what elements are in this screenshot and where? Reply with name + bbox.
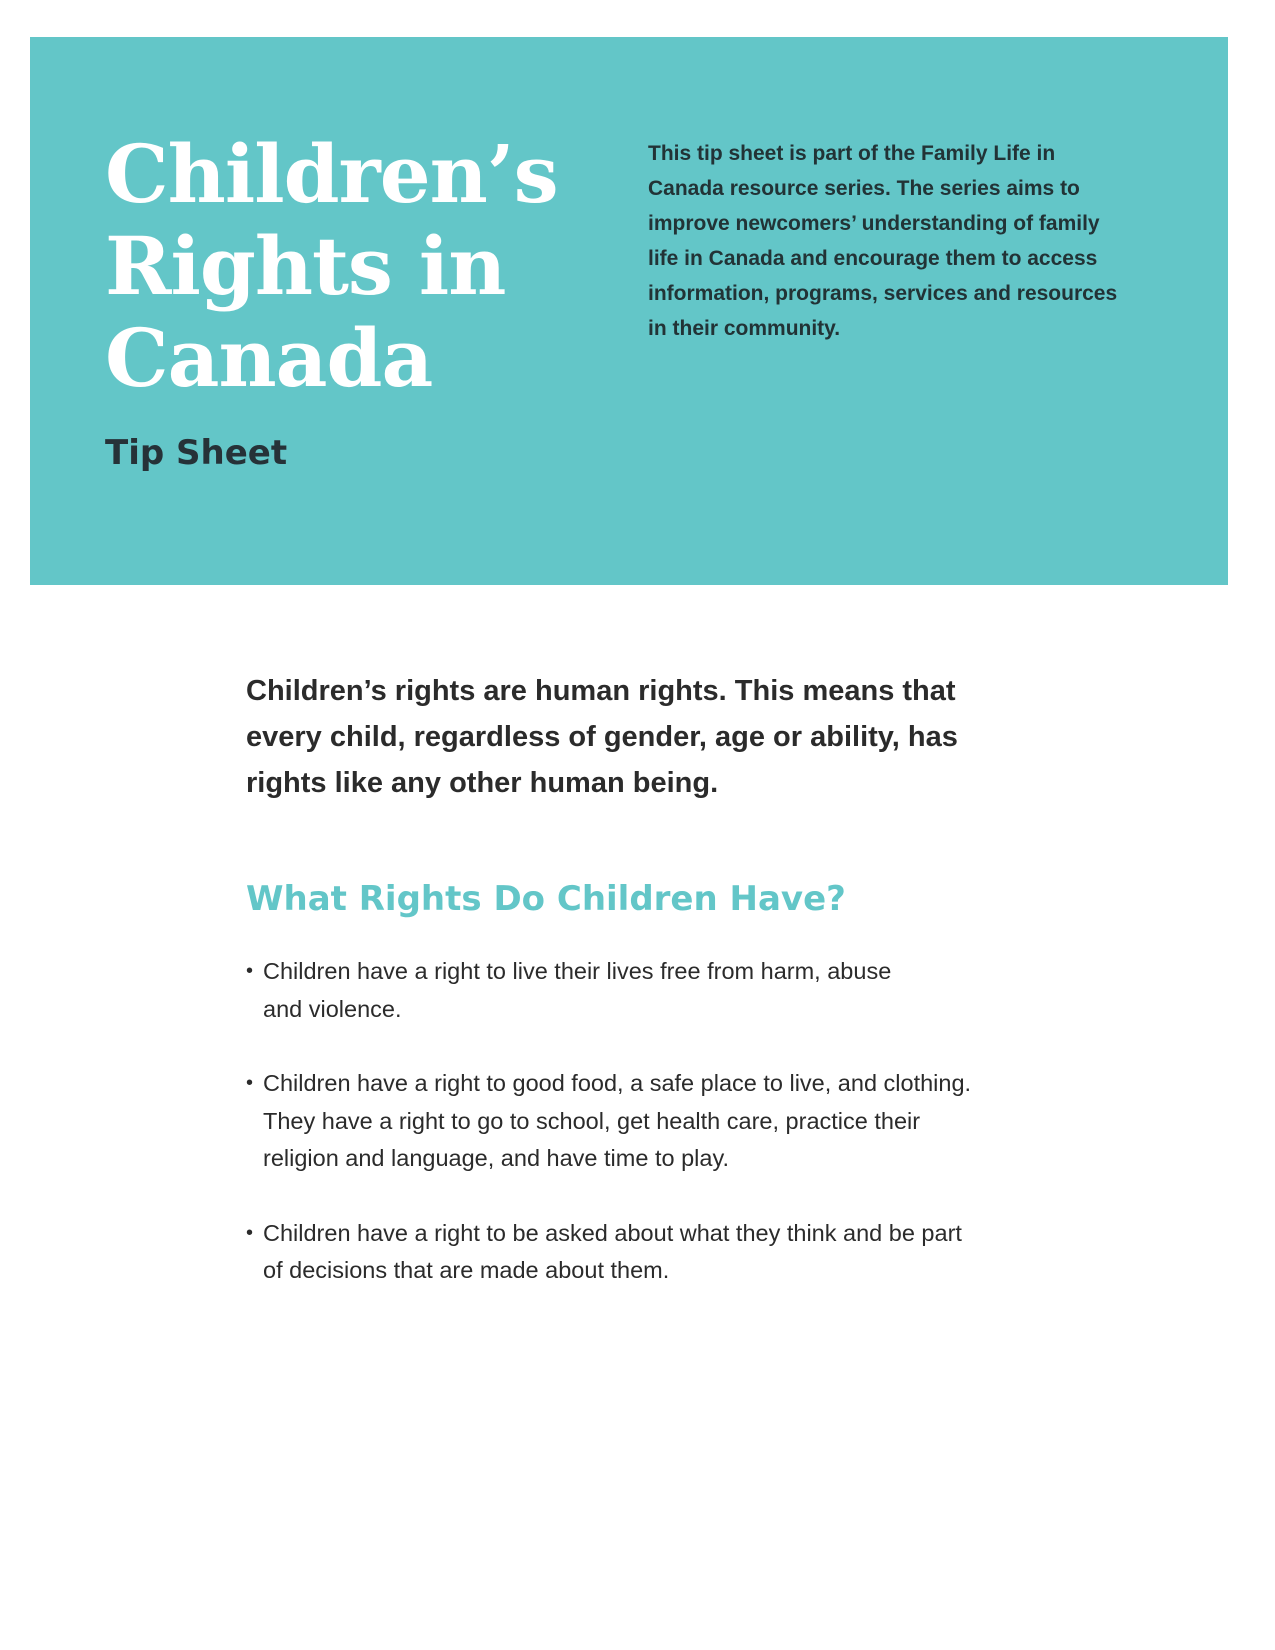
list-item-line: of decisions that are made about them. xyxy=(263,1257,670,1283)
list-item-line: religion and language, and have time to play. xyxy=(263,1145,729,1171)
list-item-line: Children have a right to live their lives free from harm, abuse xyxy=(263,958,892,984)
page-subtitle: Tip Sheet xyxy=(105,433,288,473)
page-title xyxy=(105,128,625,404)
title-line-3: Canada xyxy=(105,311,433,405)
list-item-line: and violence. xyxy=(263,995,402,1022)
list-item xyxy=(246,1215,1046,1290)
intro-line: information, programs, services and resources xyxy=(648,282,1118,305)
list-item-line: Children have a right to good food, a safe place to live, and clothing. xyxy=(263,1070,972,1096)
intro-line: This tip sheet is part of the Family Life in xyxy=(648,142,1056,165)
intro-line: improve newcomers’ understanding of family xyxy=(648,212,1100,235)
series-intro xyxy=(648,136,1138,346)
title-line-2: Rights in xyxy=(105,219,506,313)
lead-line: rights like any other human being. xyxy=(246,767,719,799)
lead-line: Children’s rights are human rights. This means that xyxy=(246,675,956,707)
title-line-1: Children’s xyxy=(105,127,558,221)
bullet-icon: • xyxy=(246,960,254,982)
intro-line: Canada resource series. The series aims to xyxy=(648,177,1080,200)
intro-line: life in Canada and encourage them to access xyxy=(648,247,1098,270)
rights-list xyxy=(246,953,1046,1327)
list-item xyxy=(246,1065,1046,1178)
lead-line: every child, regardless of gender, age or ability, has xyxy=(246,721,958,753)
list-item-line: Children have a right to be asked about what they think and be part xyxy=(263,1219,962,1246)
section-heading: What Rights Do Children Have? xyxy=(246,879,846,919)
bullet-icon: • xyxy=(246,1072,254,1094)
intro-line: in their community. xyxy=(648,317,841,340)
list-item-line: They have a right to go to school, get health care, practice their xyxy=(263,1107,921,1134)
list-item xyxy=(246,953,1046,1028)
lead-paragraph xyxy=(246,668,1046,806)
bullet-icon: • xyxy=(246,1221,254,1244)
